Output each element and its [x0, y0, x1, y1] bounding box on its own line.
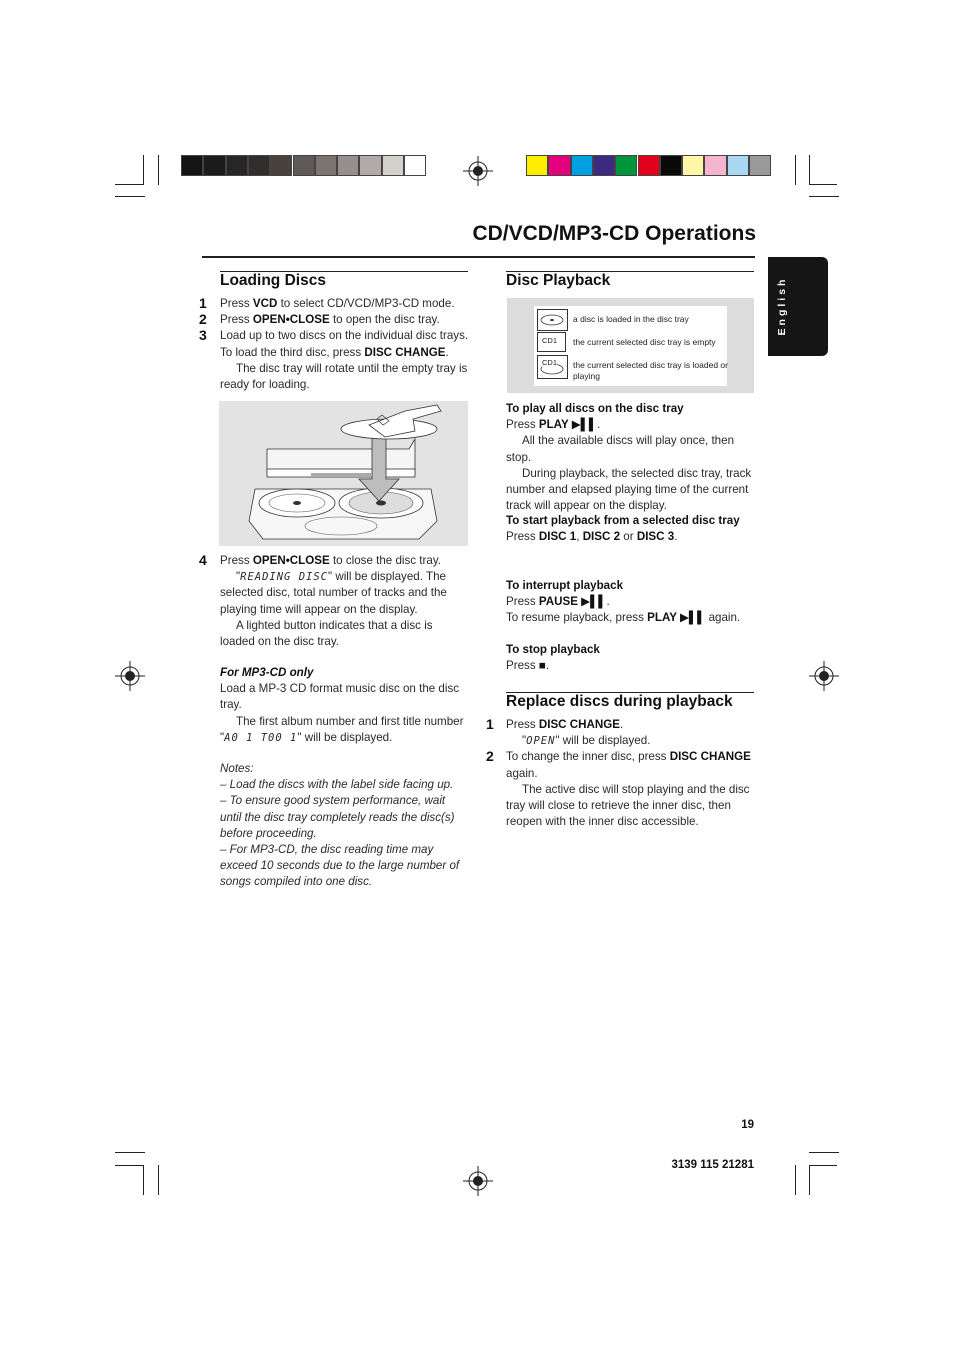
color-swatch — [615, 155, 637, 176]
notes-heading: Notes: — [220, 762, 254, 775]
display-readout: READING DISC — [240, 571, 328, 584]
loading-steps-1-3 — [220, 296, 470, 393]
step-2-text: Press OPEN•CLOSE to open the disc tray. — [220, 313, 440, 327]
tray-empty-icon: CD1 — [537, 332, 566, 352]
legend-text: a disc is loaded in the disc tray — [573, 314, 689, 324]
registration-mark-right — [809, 661, 839, 691]
stop-icon: ■ — [538, 659, 546, 673]
play-all-heading: To play all discs on the disc tray — [506, 402, 684, 415]
disc-playback-heading: Disc Playback — [506, 272, 611, 289]
interrupt-section: To interrupt playback Press PAUSE ▶▌▌. To resume playback, press PLAY ▶▌▌ again. — [506, 578, 756, 627]
loading-step-4: Press OPEN•CLOSE to close the disc tray. "READING DISC" will be displayed. The selected disc, total number of tracks and the playing time will appear on the display. A lighted button indicates that a disc is loaded on the disc tray. — [220, 554, 447, 649]
start-selected-section: To start playback from a selected disc tray Press DISC 1, DISC 2 or DISC 3. — [506, 513, 746, 545]
color-swatch — [548, 155, 570, 176]
note-item: – For MP3-CD, the disc reading time may exceed 10 seconds due to the large number of songs compiled into one disc. — [220, 843, 460, 889]
page-title: CD/VCD/MP3-CD Operations — [472, 222, 756, 245]
step-3-text: Load up to two discs on the individual disc trays. — [220, 329, 469, 343]
color-swatch — [727, 155, 749, 176]
color-swatch — [593, 155, 615, 176]
registration-mark-left — [115, 661, 145, 691]
color-swatch — [404, 155, 426, 176]
color-swatch — [682, 155, 704, 176]
color-swatch — [315, 155, 337, 176]
language-tab — [768, 257, 828, 356]
step-1-text: Press VCD to select CD/VCD/MP3-CD mode. — [220, 297, 455, 310]
step-3-result: The disc tray will rotate until the empty tray is ready for loading. — [220, 361, 468, 392]
color-swatch — [359, 155, 381, 176]
page-number: 19 — [741, 1119, 754, 1131]
tray-playing-icon: CD1 — [537, 355, 568, 379]
stop-section: To stop playback Press ■. — [506, 642, 756, 674]
color-swatch — [638, 155, 660, 176]
language-tab-label: English — [776, 276, 788, 336]
play-all-section: To play all discs on the disc tray Press PLAY ▶▌▌. All the available discs will play once, then stop. During playback, the selected disc tray, track number and elapsed playing time of the current track will appear on the display. — [506, 401, 756, 514]
color-swatch — [749, 155, 771, 176]
display-readout: OPEN — [526, 735, 556, 748]
note-item: – To ensure good system performance, wait until the disc tray completely reads the disc(s) before proceeding. — [220, 794, 455, 840]
notes-section — [220, 761, 468, 891]
color-swatch — [704, 155, 726, 176]
color-swatch — [660, 155, 682, 176]
color-swatch — [337, 155, 359, 176]
disc-tray-illustration — [219, 401, 468, 546]
step-number: 2 — [199, 311, 207, 327]
color-swatch — [203, 155, 225, 176]
color-swatch — [248, 155, 270, 176]
color-swatch — [293, 155, 315, 176]
registration-mark-bottom — [463, 1166, 493, 1196]
legend-text: the current selected disc tray is loaded or playing — [573, 360, 728, 381]
replace-discs-heading: Replace discs during playback — [506, 693, 733, 710]
mp3-heading: For MP3-CD only — [220, 666, 314, 679]
disc-loaded-icon — [537, 309, 568, 331]
step-number: 1 — [199, 295, 207, 311]
loading-discs-heading: Loading Discs — [220, 272, 326, 289]
icon-legend-box — [507, 298, 754, 393]
stop-heading: To stop playback — [506, 643, 600, 656]
document-code: 3139 115 21281 — [671, 1159, 754, 1171]
step-3-text-2: To load the third disc, press DISC CHANGE. — [220, 345, 449, 359]
registration-mark-top — [463, 156, 493, 186]
color-swatch — [270, 155, 292, 176]
replace-steps: Press DISC CHANGE. "OPEN" will be displayed. To change the inner disc, press DISC CHANGE again. The active disc will stop playing and the disc tray will close to retrieve the inner disc, then reopen with the inner disc accessible. — [506, 718, 751, 829]
color-swatch — [181, 155, 203, 176]
step-number: 4 — [199, 552, 207, 568]
color-swatch — [571, 155, 593, 176]
color-swatch — [226, 155, 248, 176]
color-swatch — [382, 155, 404, 176]
interrupt-heading: To interrupt playback — [506, 579, 624, 592]
step-number: 3 — [199, 327, 207, 343]
step-number: 1 — [486, 716, 494, 732]
note-item: – Load the discs with the label side facing up. — [220, 778, 454, 792]
start-selected-heading: To start playback from a selected disc tray — [506, 514, 740, 527]
legend-text: the current selected disc tray is empty — [573, 337, 716, 347]
display-readout: A0 1 T00 1 — [224, 731, 298, 744]
color-swatch — [526, 155, 548, 176]
step-number: 2 — [486, 748, 494, 764]
mp3-cd-section: For MP3-CD only Load a MP-3 CD format music disc on the disc tray. The first album number and first title number "A0 1 T00 1" will be displayed. — [220, 665, 470, 746]
